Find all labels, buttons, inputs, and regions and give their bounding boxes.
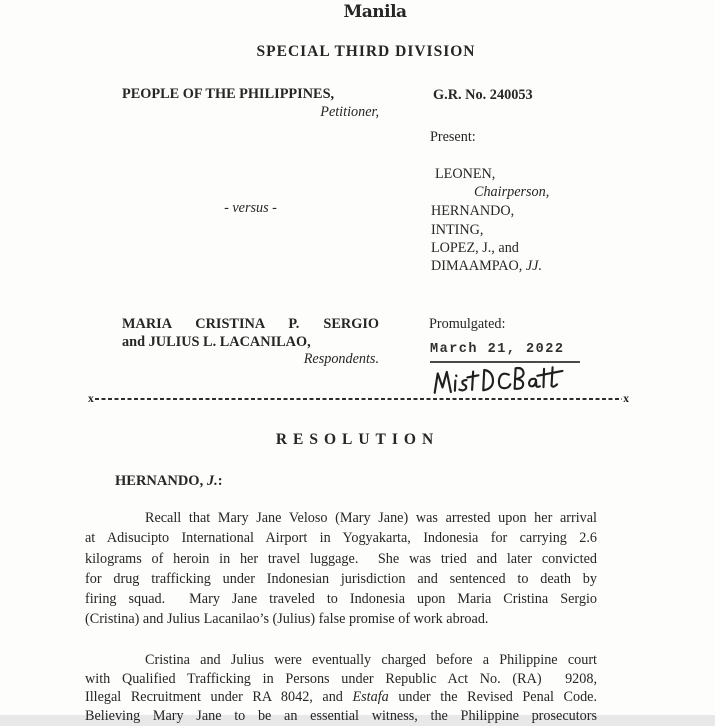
justice-lopez: LOPEZ, J., and [431, 240, 519, 256]
versus-label: - versus - [224, 200, 277, 216]
respondent-designation: Respondents. [303, 351, 379, 367]
justices-plural-suffix: JJ. [525, 258, 543, 274]
text-run: Illegal Recruitment under RA 8042, and [85, 689, 353, 706]
text-run: Cristina and Julius were eventually charged before a Philippine court [145, 652, 597, 668]
ponente-initial: J. [206, 473, 218, 489]
gr-number: G.R. No. 240053 [433, 87, 533, 103]
ponente-name: HERNANDO, [115, 473, 207, 489]
paragraph-line [85, 589, 597, 609]
paragraph-line [85, 569, 597, 589]
paragraph-line [85, 688, 597, 707]
paragraph-line [85, 651, 597, 670]
body-paragraph [85, 508, 597, 630]
promulgation-date: March 21, 2022 [430, 342, 580, 363]
italic-term: Estafa [352, 689, 389, 706]
body-paragraph [85, 651, 597, 726]
text-run: (Cristina) and Julius Lacanilao’s (Julius) false promise of work abroad. [85, 611, 489, 628]
paragraph-line [85, 707, 597, 726]
resolution-title: RESOLUTION [275, 431, 440, 448]
petitioner-name: PEOPLE OF THE PHILIPPINES, [122, 86, 335, 102]
paragraph-line [85, 609, 597, 629]
text-run: kilograms of heroin in her travel luggage. She was tried and later convicted [85, 550, 597, 567]
promulgated-label: Promulgated: [429, 316, 506, 332]
division-title: SPECIAL THIRD DIVISION [256, 43, 476, 60]
paragraph-line [85, 670, 597, 689]
paragraph-line [85, 508, 597, 528]
text-run: at Adisucipto International Airport in Yogyakarta, Indonesia for carrying 2.6 [85, 530, 597, 547]
text-run: under the Revised Penal Code. [388, 689, 598, 706]
court-city: Manila [343, 2, 407, 22]
text-run: Believing Mary Jane to be an essential witness, the Philippine prosecutors [85, 708, 597, 725]
justice-chairperson-title: Chairperson, [474, 184, 550, 200]
separator-x-right: x [623, 393, 629, 405]
text-run: with Qualified Trafficking in Persons under Republic Act No. (RA) 9208, [85, 670, 597, 687]
present-label: Present: [430, 129, 476, 145]
respondent-names-line2: and JULIUS L. LACANILAO, [122, 334, 311, 350]
text-run: for drug trafficking under Indonesian jurisdiction and sentenced to death by [85, 570, 597, 587]
justice-inting: INTING, [431, 222, 484, 238]
text-run: Recall that Mary Jane Veloso (Mary Jane) was arrested upon her arrival [145, 510, 597, 526]
justice-leonen: LEONEN, [435, 166, 496, 182]
ponente-colon: : [217, 473, 223, 489]
justice-dimaampao-name: DIMAAMPAO, [431, 258, 526, 274]
paragraph-line [85, 549, 597, 569]
respondent-names-line1: MARIA CRISTINA P. SERGIO [122, 316, 379, 332]
separator-x-left: x [88, 393, 94, 405]
petitioner-designation: Petitioner, [320, 104, 379, 120]
justice-hernando: HERNANDO, [431, 203, 515, 219]
text-run: firing squad. Mary Jane traveled to Indonesia upon Maria Cristina Sergio [85, 591, 597, 608]
paragraph-line [85, 528, 597, 548]
